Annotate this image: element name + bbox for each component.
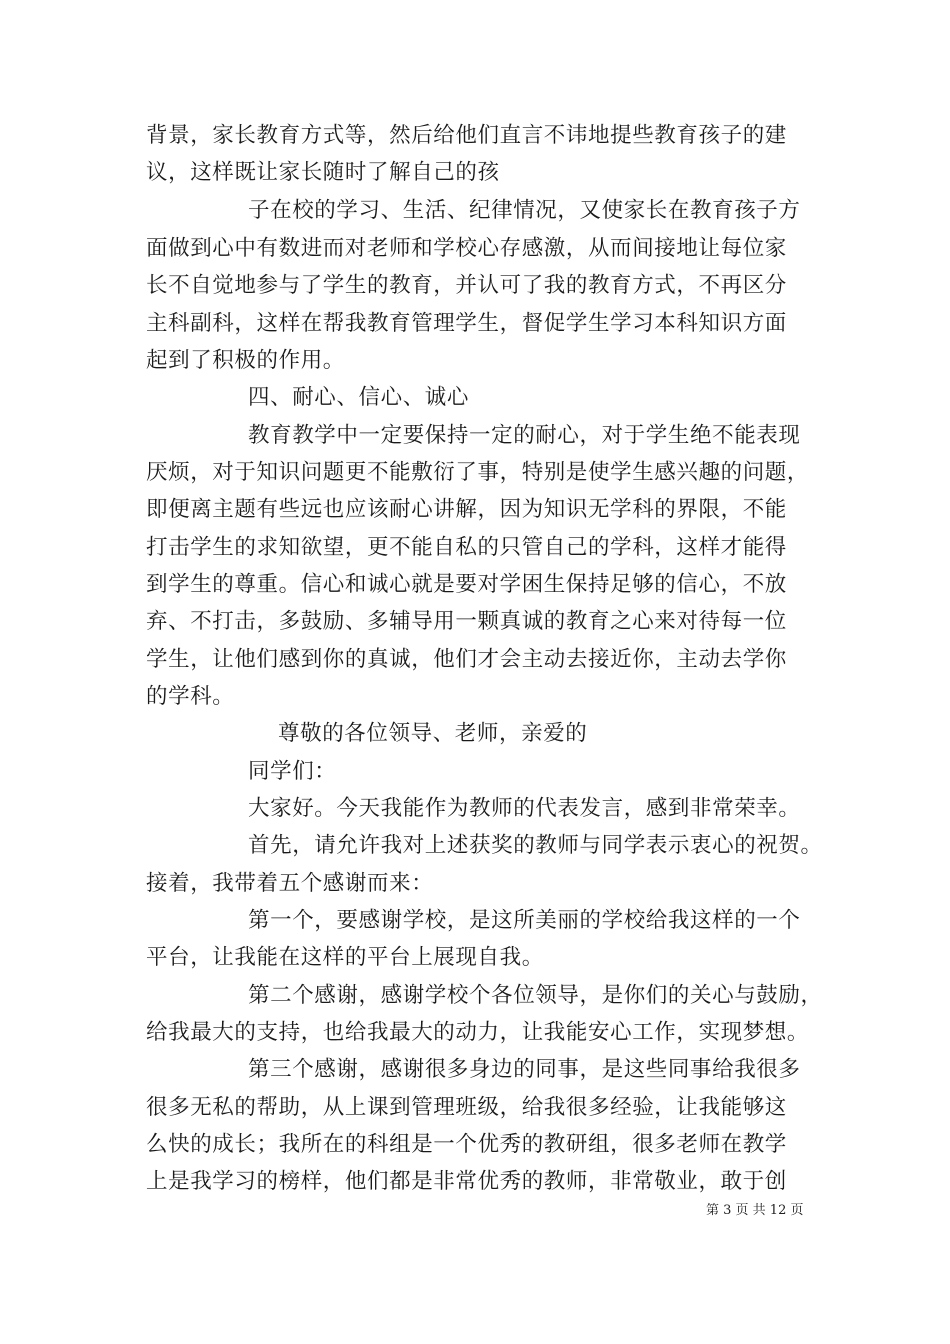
text-line: 的学科。 [146,684,235,709]
text-line: 议，这样既让家长随时了解自己的孩 [146,160,500,185]
text-line: 教育教学中一定要保持一定的耐心，对于学生绝不能表现 [248,423,801,448]
text-line: 打击学生的求知欲望，更不能自私的只管自己的学科，这样才能得 [146,535,787,560]
text-line: 给我最大的支持，也给我最大的动力，让我能安心工作，实现梦想。 [146,1020,810,1045]
text-line: 学生，让他们感到你的真诚，他们才会主动去接近你，主动去学你 [146,647,787,672]
text-line: 背景，家长教育方式等，然后给他们直言不讳地提些教育孩子的建 [146,123,787,148]
speech-salutation: 同学们： [248,759,337,784]
text-line: 长不自觉地参与了学生的教育，并认可了我的教育方式，不再区分 [146,273,787,298]
text-line: 接着，我带着五个感谢而来： [146,871,434,896]
text-line: 第二个感谢，感谢学校个各位领导，是你们的关心与鼓励， [248,983,823,1008]
text-line: 么快的成长；我所在的科组是一个优秀的教研组，很多老师在教学 [146,1132,787,1157]
page-number: 第 3 页 共 12 页 [706,1203,804,1218]
text-line: 起到了积极的作用。 [146,348,345,373]
text-line: 第三个感谢，感谢很多身边的同事，是这些同事给我很多 [248,1057,801,1082]
text-line: 第一个，要感谢学校，是这所美丽的学校给我这样的一个 [248,908,801,933]
text-line: 到学生的尊重。信心和诚心就是要对学困生保持足够的信心，不放 [146,572,787,597]
text-line: 上是我学习的榜样，他们都是非常优秀的教师，非常敬业，敢于创 [146,1169,787,1194]
text-line: 平台，让我能在这样的平台上展现自我。 [146,945,544,970]
text-line: 主科副科，这样在帮我教育管理学生，督促学生学习本科知识方面 [146,311,787,336]
speech-salutation: 尊敬的各位领导、老师，亲爱的 [278,721,588,746]
section-heading: 四、耐心、信心、诚心 [248,385,470,410]
text-line: 子在校的学习、生活、纪律情况，又使家长在教育孩子方 [248,198,801,223]
text-line: 很多无私的帮助，从上课到管理班级，给我很多经验，让我能够这 [146,1095,787,1120]
text-line: 厌烦，对于知识问题更不能敷衍了事，特别是使学生感兴趣的问题， [146,460,810,485]
text-line: 首先，请允许我对上述获奖的教师与同学表示衷心的祝贺。 [248,833,823,858]
text-line: 即便离主题有些远也应该耐心讲解，因为知识无学科的界限，不能 [146,497,787,522]
text-line: 面做到心中有数进而对老师和学校心存感激，从而间接地让每位家 [146,236,787,261]
text-line: 弃、不打击，多鼓励、多辅导用一颗真诚的教育之心来对待每一位 [146,609,787,634]
text-line: 大家好。今天我能作为教师的代表发言，感到非常荣幸。 [248,796,801,821]
